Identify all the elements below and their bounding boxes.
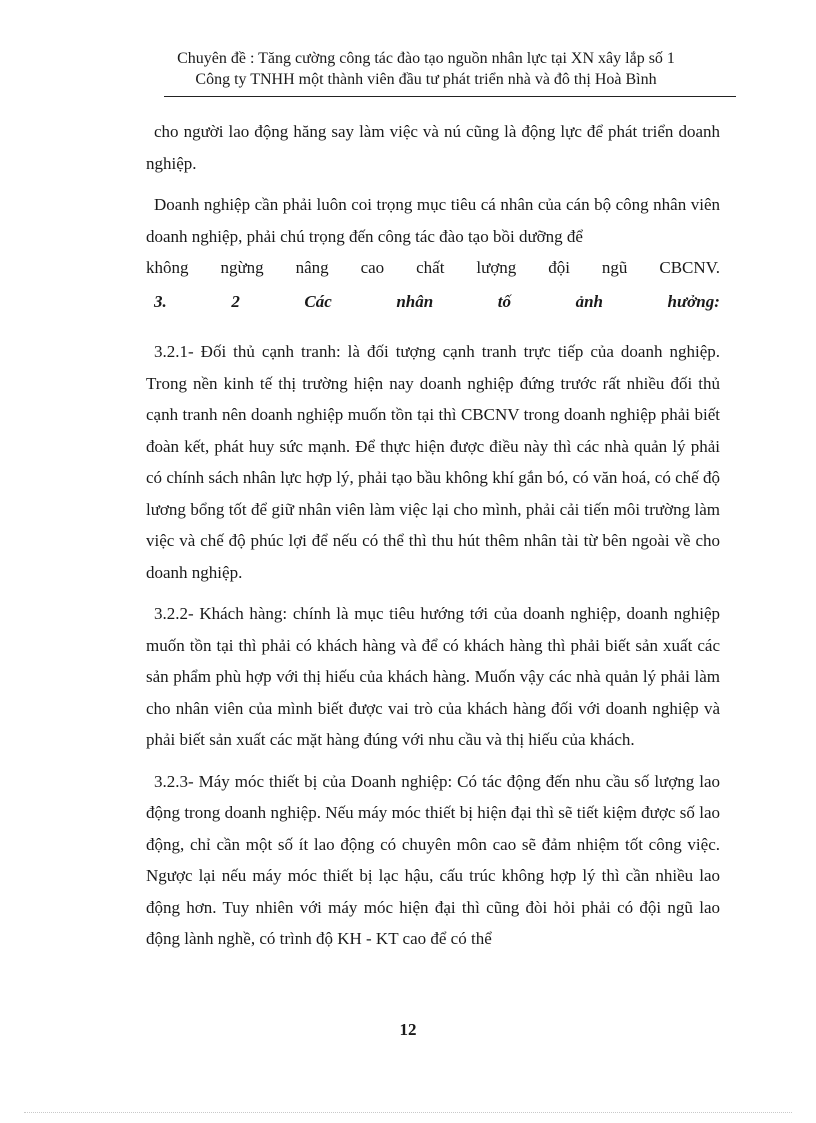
heading-word: ảnh <box>575 292 603 311</box>
body-block-top <box>146 116 720 284</box>
page-bottom-border <box>24 1112 792 1113</box>
body-block-main <box>146 336 720 955</box>
page-number: 12 <box>399 1020 417 1039</box>
heading-word: hưởng: <box>667 292 720 311</box>
heading-word: tố <box>497 292 511 311</box>
running-header <box>118 48 734 90</box>
paragraph-customers: 3.2.2- Khách hàng: chính là mục tiêu hướng tới của doanh nghiệp, doanh nghiệp muốn tồn tại thì phải có khách hàng và để có khách hàng thì phải biết sản xuất các sản phẩm phù hợp với thị hiếu của khách hàng. Muốn vậy các nhà quản lý phải làm cho nhân viên của mình biết được vai trò của khách hàng đối với doanh nghiệp và phải biết sản xuất các mặt hàng đúng với nhu cầu và thị hiếu của khách. <box>146 604 720 749</box>
paragraph-equipment: 3.2.3- Máy móc thiết bị của Doanh nghiệp: Có tác động đến nhu cầu số lượng lao động trong doanh nghiệp. Nếu máy móc thiết bị hiện đại thì sẽ tiết kiệm được số lao động, chỉ cần một số ít lao động có chuyên môn cao sẽ đảm nhiệm tốt công việc. Ngược lại nếu máy móc thiết bị lạc hậu, cấu trúc không hợp lý thì cần nhiều lao động hơn. Tuy nhiên với máy móc hiện đại thì cũng đòi hỏi phải có đội ngũ lao động lành nghề, có trình độ KH - KT cao để có thể <box>146 771 720 948</box>
heading-word: nhân <box>396 292 434 311</box>
header-line-1: Chuyên đề : Tăng cường công tác đào tạo nguồn nhân lực tại XN xây lắp số 1 <box>177 50 675 67</box>
paragraph-objectives: Doanh nghiệp cần phải luôn coi trọng mục tiêu cá nhân của cán bộ công nhân viên doanh nghiệp, phải chú trọng đến công tác đào tạo bồi dưỡng để <box>146 195 720 246</box>
section-heading <box>154 292 720 312</box>
header-divider <box>164 96 736 97</box>
heading-word: Các <box>304 292 332 311</box>
paragraph-objectives-end: không ngừng nâng cao chất lượng đội ngũ CBCNV. <box>146 258 720 277</box>
paragraph-competitors: 3.2.1- Đối thủ cạnh tranh: là đối tượng cạnh tranh trực tiếp của doanh nghiệp. Trong nền kinh tế thị trường hiện nay doanh nghiệp đứng trước rất nhiều đối thủ cạnh tranh nên doanh nghiệp muốn tồn tại thì CBCNV trong doanh nghiệp phải biết đoàn kết, phát huy sức mạnh. Để thực hiện được điều này thì các nhà quản lý phải có chính sách nhân lực hợp lý, phải tạo bầu không khí gắn bó, có văn hoá, có chế độ lương bổng tốt để giữ nhân viên làm việc lại cho mình, phải cải tiến môi trường làm việc và chế độ phúc lợi để nếu có thể thì thu hút thêm nhân tài từ bên ngoài về cho doanh nghiệp. <box>146 342 720 582</box>
heading-number: 3. <box>154 292 167 311</box>
header-line-2: Công ty TNHH một thành viên đầu tư phát triển nhà và đô thị Hoà Bình <box>195 71 657 88</box>
heading-subnumber: 2 <box>231 292 240 311</box>
paragraph-continuation: cho người lao động hăng say làm việc và nú cũng là động lực để phát triển doanh nghiệp. <box>146 122 720 173</box>
